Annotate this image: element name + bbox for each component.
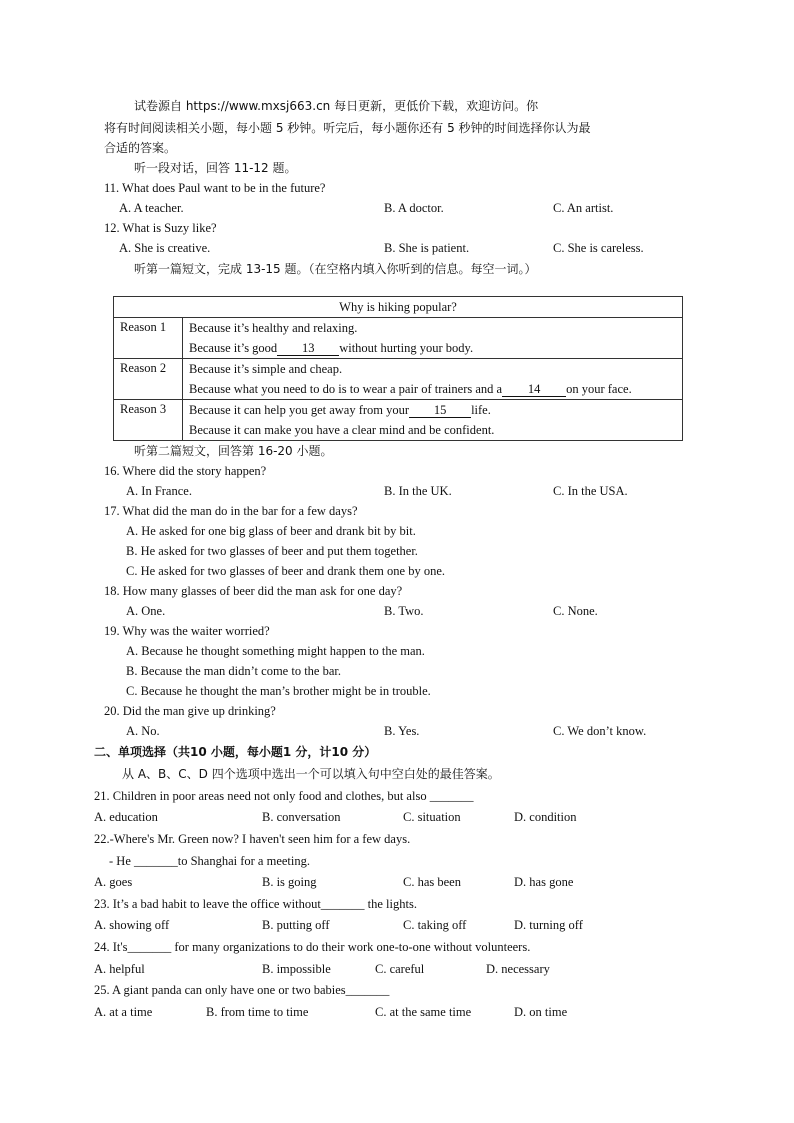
q25-option-c: C. at the same time [375,1005,472,1019]
q22-option-c: C. has been [403,875,461,889]
q11-option-a: A. A teacher. [119,201,184,215]
source-line: 试卷源自 https://www.mxsj663.cn 每日更新，更低价下载，欢迎访问。你 [134,99,539,113]
q17-option-b: B. He asked for two glasses of beer and put them together. [126,544,418,558]
dialogue-instruction: 听一段对话，回答 11-12 题。 [134,161,297,175]
q16-option-c: C. In the USA. [553,484,628,498]
q24-option-d: D. necessary [486,962,550,976]
q21-option-b: B. conversation [262,810,341,824]
reason-1-line-1: Because it’s healthy and relaxing. [189,321,358,335]
q12-option-a: A. She is creative. [119,241,211,255]
q18-option-a: A. One. [126,604,166,618]
reason-3-label: Reason 3 [114,400,183,441]
question-19-stem: 19. Why was the waiter worried? [104,624,270,638]
question-17-stem: 17. What did the man do in the bar for a few days? [104,504,358,518]
q25-option-d: D. on time [514,1005,568,1019]
q21-option-d: D. condition [514,810,577,824]
q21-option-a: A. education [94,810,158,824]
q19-option-c: C. Because he thought the man’s brother might be in trouble. [126,684,431,698]
q20-option-b: B. Yes. [384,724,420,738]
q18-option-b: B. Two. [384,604,424,618]
q22-option-d: D. has gone [514,875,574,889]
question-24-stem: 24. It's_______ for many organizations to do their work one-to-one without volunteers. [94,940,531,954]
reason-2-text [183,359,683,400]
q22-option-b: B. is going [262,875,317,889]
q11-option-c: C. An artist. [553,201,614,215]
q21-option-c: C. situation [403,810,461,824]
q23-option-c: C. taking off [403,918,467,932]
reason-2-label: Reason 2 [114,359,183,400]
section-2-instruction: 从 A、B、C、D 四个选项中选出一个可以填入句中空白处的最佳答案。 [122,767,500,781]
q24-option-c: C. careful [375,962,425,976]
q22-option-a: A. goes [94,875,133,889]
q25-option-b: B. from time to time [206,1005,309,1019]
reason-3-text [183,400,683,441]
q17-option-c: C. He asked for two glasses of beer and drank them one by one. [126,564,446,578]
q24-option-a: A. helpful [94,962,145,976]
q18-option-c: C. None. [553,604,598,618]
question-25-stem: 25. A giant panda can only have one or two babies_______ [94,983,390,997]
passage2-instruction: 听第二篇短文，回答第 16-20 小题。 [134,444,333,458]
question-22-stem-2: - He _______to Shanghai for a meeting. [109,854,310,868]
blank-15: 15 [409,403,471,418]
q11-option-b: B. A doctor. [384,201,444,215]
q23-option-a: A. showing off [94,918,170,932]
q20-option-a: A. No. [126,724,160,738]
question-11-stem: 11. What does Paul want to be in the future? [104,181,326,195]
blank-14: 14 [502,382,566,397]
q16-option-b: B. In the UK. [384,484,452,498]
blank-13: 13 [277,341,339,356]
q23-option-d: D. turning off [514,918,583,932]
intro-line-3: 合适的答案。 [104,141,177,155]
question-20-stem: 20. Did the man give up drinking? [104,704,276,718]
reason-2-line-1: Because it’s simple and cheap. [189,362,343,376]
q19-option-a: A. Because he thought something might happen to the man. [126,644,425,658]
q17-option-a: A. He asked for one big glass of beer and drank bit by bit. [126,524,416,538]
reason-2-line-2: Because what you need to do is to wear a pair of trainers and a 14 on your face. [189,382,632,396]
table-title: Why is hiking popular? [114,297,683,318]
q20-option-c: C. We don’t know. [553,724,647,738]
q24-option-b: B. impossible [262,962,331,976]
question-12-stem: 12. What is Suzy like? [104,221,217,235]
q23-option-b: B. putting off [262,918,330,932]
reason-3-line-1: Because it can help you get away from your 15 life. [189,403,491,417]
reason-3-line-2: Because it can make you have a clear mind and be confident. [189,423,495,437]
reason-1-label: Reason 1 [114,318,183,359]
question-21-stem: 21. Children in poor areas need not only food and clothes, but also _______ [94,789,474,803]
question-18-stem: 18. How many glasses of beer did the man ask for one day? [104,584,403,598]
question-23-stem: 23. It’s a bad habit to leave the office without_______ the lights. [94,897,417,911]
section-2-title: 二、单项选择（共10 小题，每小题1 分，计10 分） [94,745,377,759]
reason-1-text [183,318,683,359]
question-16-stem: 16. Where did the story happen? [104,464,267,478]
hiking-table [113,296,683,441]
intro-line-2: 将有时间阅读相关小题，每小题 5 秒钟。听完后，每小题你还有 5 秒钟的时间选择你认为最 [104,121,591,135]
q25-option-a: A. at a time [94,1005,153,1019]
q12-option-b: B. She is patient. [384,241,470,255]
question-22-stem: 22.-Where's Mr. Green now? I haven't seen him for a few days. [94,832,411,846]
q16-option-a: A. In France. [126,484,192,498]
q12-option-c: C. She is careless. [553,241,644,255]
reason-1-line-2: Because it’s good 13 without hurting your body. [189,341,474,355]
q19-option-b: B. Because the man didn’t come to the bar. [126,664,341,678]
passage1-instruction: 听第一篇短文，完成 13-15 题。（在空格内填入你听到的信息。每空一词。） [134,262,537,276]
